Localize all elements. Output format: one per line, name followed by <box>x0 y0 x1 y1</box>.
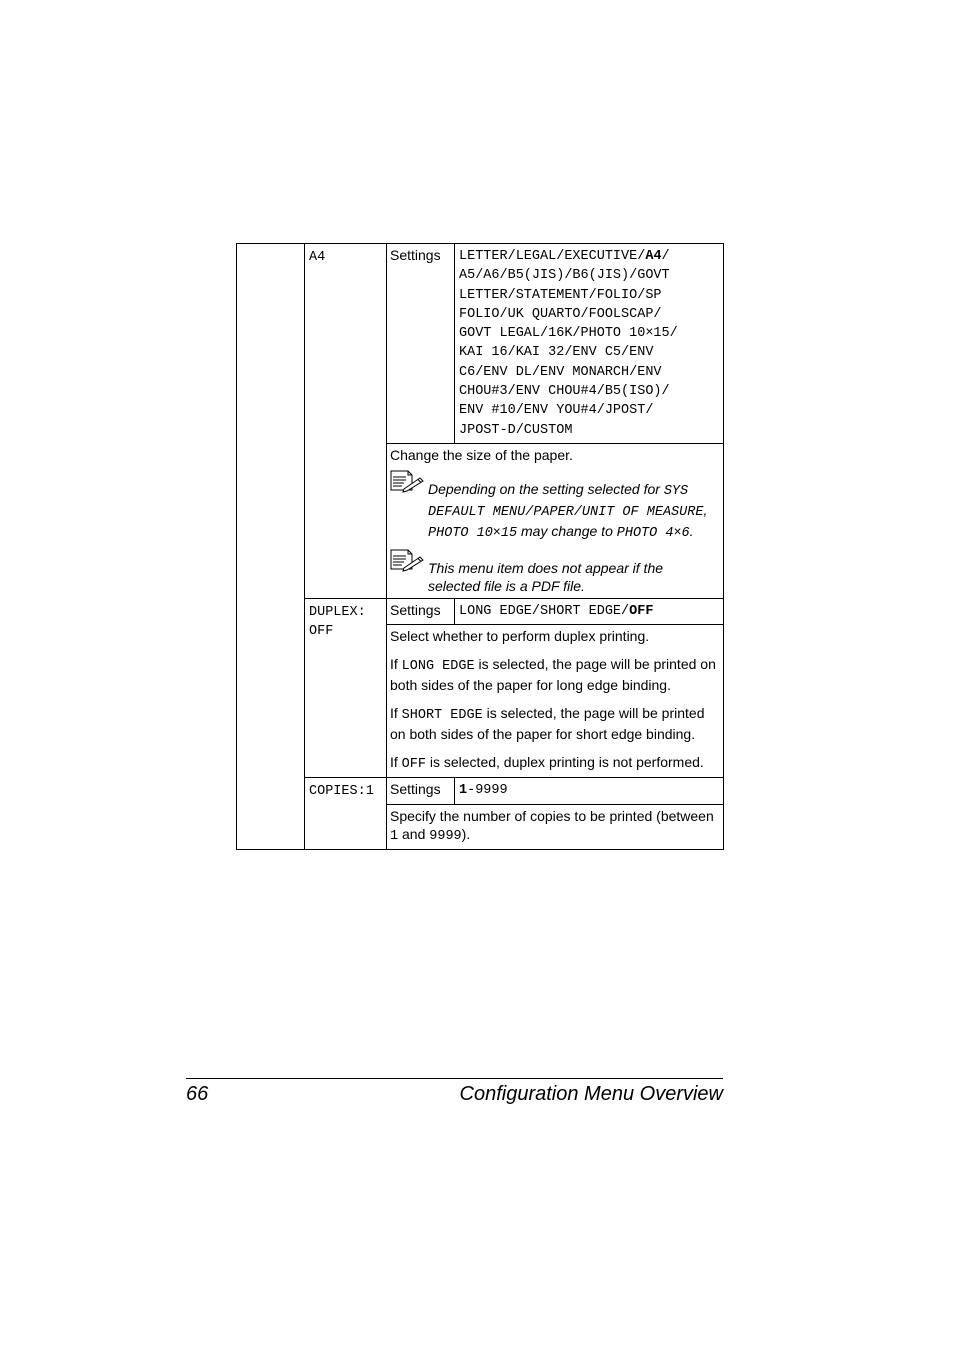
page-number: 66 <box>186 1083 209 1105</box>
menu-item-copies: COPIES:1 <box>309 784 374 800</box>
a4-settings-values <box>455 244 723 443</box>
note-text-segment: may change to <box>517 522 617 539</box>
desc-code: SHORT EDGE <box>401 708 483 724</box>
note-pencil-icon <box>390 468 428 543</box>
a4-values-text: ENV #10/ENV YOU#4/JPOST/ <box>459 403 654 419</box>
copies-settings-values <box>455 778 723 803</box>
duplex-settings-values-cell <box>455 598 724 624</box>
duplex-desc-short-edge <box>390 704 719 743</box>
copies-item-cell <box>305 778 387 849</box>
a4-values-text: A5/A6/B5(JIS)/B6(JIS)/GOVT <box>459 268 670 284</box>
copies-settings-values-cell <box>455 778 724 804</box>
a4-description-cell <box>387 443 724 598</box>
note-code: PHOTO 10×15 <box>428 525 518 541</box>
copies-default-value: 1 <box>459 783 468 799</box>
note-text: This menu item does not appear if the selected file is a PDF file. <box>428 559 664 594</box>
a4-default-value: A4 <box>645 249 662 264</box>
copies-settings-row <box>237 778 724 804</box>
menu-item-a4: A4 <box>309 250 326 265</box>
note-block <box>390 547 719 595</box>
note-block <box>390 468 719 543</box>
a4-values-text: JPOST-D/CUSTOM <box>459 422 573 438</box>
footer-rule <box>186 1078 723 1079</box>
desc-text: Specify the number of copies to be printed (between <box>390 807 714 824</box>
a4-description <box>387 444 723 598</box>
note-text <box>428 468 719 543</box>
a4-values-text: LETTER/STATEMENT/FOLIO/SP <box>459 287 662 303</box>
parent-menu-cell <box>237 244 305 850</box>
desc-text: If <box>390 754 402 771</box>
desc-text: If <box>390 656 402 673</box>
duplex-desc-intro: Select whether to perform duplex printing. <box>390 628 650 645</box>
a4-values-text: C6/ENV DL/ENV MONARCH/ENV <box>459 364 662 380</box>
a4-description-text: Change the size of the paper. <box>390 446 573 463</box>
desc-code: 9999 <box>429 828 462 844</box>
running-footer-title: Configuration Menu Overview <box>459 1083 723 1105</box>
duplex-desc-long-edge <box>390 655 719 694</box>
desc-text: is selected, the page will be printed on both sides of the paper for short edge binding. <box>390 705 705 743</box>
desc-text: If <box>390 705 402 722</box>
copies-settings-label-cell <box>387 778 455 804</box>
note-text-segment: Depending on the setting selected for <box>428 480 664 497</box>
desc-text: and <box>398 825 430 842</box>
a4-item-cell <box>305 244 387 599</box>
duplex-settings-row <box>237 598 724 624</box>
desc-text: ). <box>461 825 471 842</box>
duplex-item-line: DUPLEX: <box>309 604 366 620</box>
duplex-item-line: OFF <box>309 623 334 639</box>
menu-item-duplex <box>305 599 386 641</box>
note-code: SYS DEFAULT MENU/PAPER/UNIT OF MEASURE <box>428 483 704 520</box>
note-text-segment: . <box>689 522 694 539</box>
copies-values-text: -9999 <box>467 783 508 799</box>
duplex-default-value: OFF <box>629 603 654 619</box>
settings-label: Settings <box>390 601 441 618</box>
duplex-settings-values <box>455 599 723 624</box>
a4-settings-values-cell <box>455 244 724 444</box>
note-code: PHOTO 4×6 <box>616 525 690 541</box>
duplex-desc-off <box>390 753 719 774</box>
duplex-description-cell <box>387 625 724 778</box>
desc-text: is selected, the page will be printed on both sides of the paper for long edge binding. <box>390 656 716 694</box>
copies-desc-text <box>390 807 719 846</box>
a4-settings-row <box>237 244 724 444</box>
desc-code: OFF <box>401 757 426 773</box>
menu-table <box>236 243 724 850</box>
desc-code: 1 <box>390 828 399 844</box>
copies-description <box>387 805 723 849</box>
a4-values-text: KAI 16/KAI 32/ENV C5/ENV <box>459 345 654 361</box>
settings-label: Settings <box>390 781 441 798</box>
note-pencil-icon <box>390 547 428 595</box>
a4-values-text: CHOU#3/ENV CHOU#4/B5(ISO)/ <box>459 384 670 400</box>
a4-values-text: FOLIO/UK QUARTO/FOOLSCAP/ <box>459 306 662 322</box>
copies-description-cell <box>387 804 724 849</box>
note-text-segment: , <box>703 501 708 518</box>
desc-text: is selected, duplex printing is not performed. <box>425 754 704 771</box>
settings-label: Settings <box>390 247 441 263</box>
duplex-description <box>387 625 723 777</box>
a4-values-text: LETTER/LEGAL/EXECUTIVE/ <box>459 249 646 264</box>
a4-values-text: GOVT LEGAL/16K/PHOTO 10×15/ <box>459 326 678 342</box>
duplex-settings-label-cell <box>387 598 455 624</box>
duplex-item-cell <box>305 598 387 777</box>
desc-code: LONG EDGE <box>401 659 475 675</box>
a4-values-text: / <box>661 249 670 264</box>
a4-settings-label-cell <box>387 244 455 444</box>
duplex-values-text: LONG EDGE/SHORT EDGE/ <box>459 603 630 619</box>
